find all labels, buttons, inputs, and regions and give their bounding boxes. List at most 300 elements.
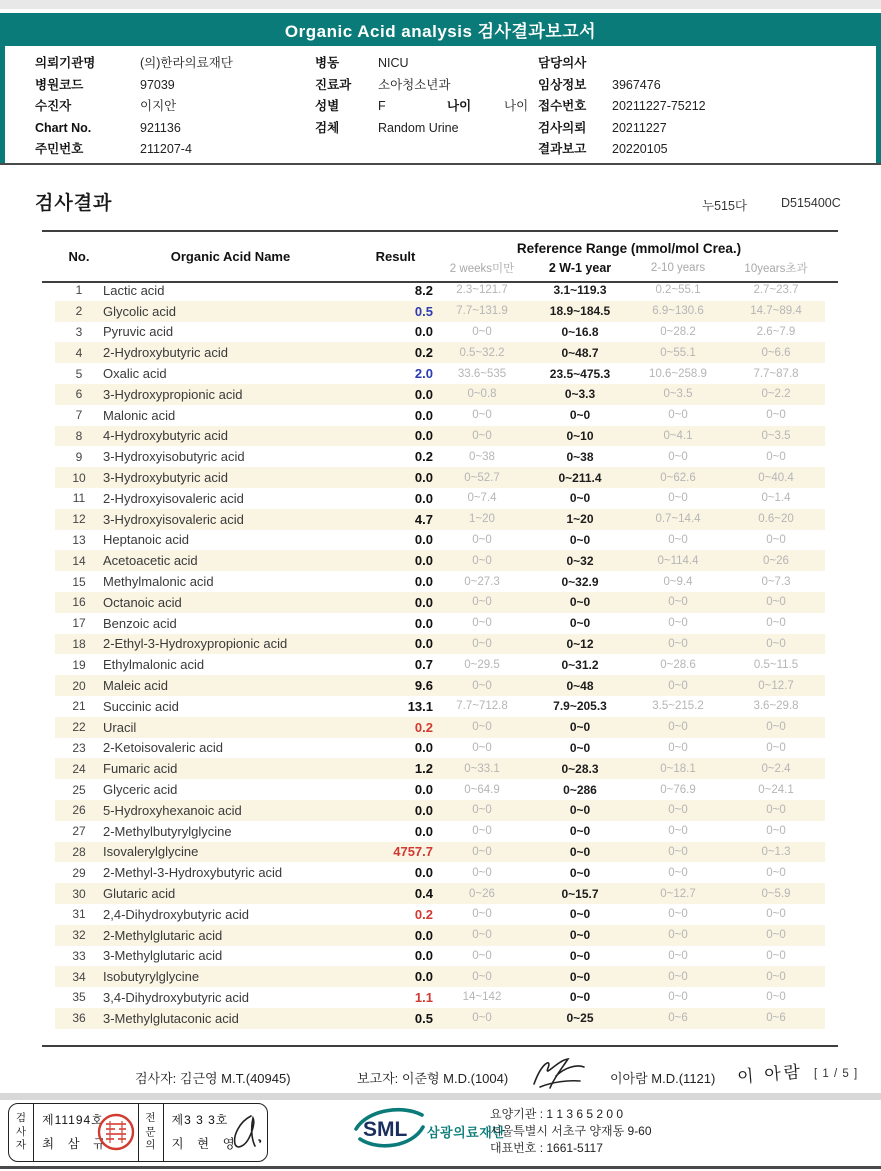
- result-row: [55, 509, 825, 530]
- info-row: [538, 75, 706, 97]
- reference-range-value: 0~0: [766, 804, 786, 817]
- reference-range-value: 0~2.2: [761, 388, 791, 401]
- reference-range-value: 0~0: [569, 824, 591, 839]
- organic-acid-name: Glyceric acid: [103, 782, 178, 798]
- result-value: 0.0: [414, 324, 433, 340]
- reference-range-value: 0~0: [668, 617, 688, 630]
- reference-range-value: 0~0: [472, 637, 492, 650]
- reference-range-value: 0~29.5: [464, 658, 500, 671]
- col-header-reference-range: Reference Range (mmol/mol Crea.): [516, 241, 742, 256]
- result-value: 0.0: [414, 740, 433, 756]
- organic-acid-name: Isobutyrylglycine: [103, 969, 200, 985]
- result-value: 0.4: [414, 886, 433, 901]
- reference-range-value: 0~0: [766, 908, 786, 921]
- result-value: 0.0: [414, 428, 433, 444]
- result-value: 0.0: [414, 948, 433, 964]
- row-number: 35: [72, 990, 86, 1005]
- result-row: [55, 592, 825, 613]
- reference-range-value: 0~38: [566, 449, 594, 464]
- reference-range-value: 0.2~55.1: [655, 284, 701, 297]
- result-row: [55, 550, 825, 571]
- result-row: [55, 467, 825, 488]
- reference-range-value: 0~0: [472, 429, 492, 442]
- org-name: 삼광의료재단: [427, 1125, 506, 1140]
- row-number: 27: [72, 824, 86, 839]
- result-value: 0.2: [414, 345, 433, 361]
- result-value: 0.5: [414, 303, 433, 319]
- row-number: 16: [72, 595, 86, 610]
- reference-range-value: 0~0: [668, 908, 688, 921]
- info-label: 검체: [315, 120, 340, 135]
- result-row: [55, 717, 825, 738]
- info-label: 병원코드: [35, 77, 84, 92]
- reference-range-value: 0~0: [668, 825, 688, 838]
- organic-acid-name: Fumaric acid: [103, 761, 178, 777]
- row-number: 34: [72, 969, 86, 984]
- reference-range-value: 0.6~20: [758, 513, 794, 526]
- info-label: 접수번호: [538, 99, 587, 113]
- info-label: 임상정보: [538, 77, 587, 92]
- col-header-ref-2weeks: 2 weeks미만: [449, 263, 515, 275]
- row-number: 7: [75, 408, 83, 423]
- reference-range-value: 0~9.4: [663, 575, 693, 588]
- organic-acid-name: Isovalerylglycine: [103, 844, 199, 860]
- result-row: [55, 758, 825, 779]
- organic-acid-name: 3-Methylglutaconic acid: [103, 1010, 239, 1026]
- reporter2-handwritten-signature: 이 아람: [736, 1062, 804, 1087]
- result-value: 13.1: [407, 698, 433, 714]
- reference-range-value: 0~32.9: [561, 574, 599, 589]
- result-value: 0.0: [414, 594, 433, 610]
- reference-range-value: 0~0: [472, 845, 492, 858]
- organic-acid-name: 3-Hydroxyisovaleric acid: [103, 511, 244, 527]
- reference-range-value: 10.6~258.9: [649, 367, 707, 380]
- reference-range-value: 0~0: [472, 721, 492, 734]
- organic-acid-name: 2-Hydroxyisovaleric acid: [103, 490, 244, 506]
- organic-acid-name: 2,4-Dihydroxybutyric acid: [103, 906, 249, 922]
- reference-range-value: 0~0: [766, 596, 786, 609]
- reference-range-value: 0~52.7: [464, 471, 500, 484]
- reference-range-value: 0~0: [766, 721, 786, 734]
- result-value: 0.0: [414, 802, 433, 818]
- reference-range-value: 0~76.9: [660, 783, 696, 796]
- organic-acid-name: Oxalic acid: [103, 366, 167, 382]
- organic-acid-name: Octanoic acid: [103, 594, 182, 610]
- info-row: [35, 118, 233, 140]
- org-address-block: [490, 1106, 652, 1157]
- reference-range-value: 0~48.7: [561, 345, 599, 360]
- svg-text:SML: SML: [363, 1118, 408, 1141]
- result-value: 0.0: [414, 470, 433, 486]
- row-number: 9: [75, 449, 83, 464]
- insurance-code: 누515다: [702, 199, 748, 213]
- reference-range-value: 0~33.1: [464, 762, 500, 775]
- reference-range-value: 0~0: [668, 450, 688, 463]
- reference-range-value: 0~4.1: [663, 429, 693, 442]
- organic-acid-name: 4-Hydroxybutyric acid: [103, 428, 228, 444]
- info-row: [35, 96, 233, 118]
- reference-range-value: 2.3~121.7: [456, 284, 508, 297]
- reference-range-value: 0~6.6: [761, 346, 791, 359]
- results-table: [55, 232, 825, 1029]
- reference-range-value: 0~1.4: [761, 492, 791, 505]
- reference-range-value: 0~0: [472, 533, 492, 546]
- info-row: [538, 118, 706, 140]
- result-value: 9.6: [414, 678, 433, 694]
- reference-range-value: 0~25: [566, 1011, 594, 1026]
- info-label: 병동: [315, 56, 340, 70]
- reference-range-value: 0~0: [472, 804, 492, 817]
- organic-acid-name: Benzoic acid: [103, 615, 177, 631]
- reference-range-value: 0~64.9: [464, 783, 500, 796]
- reference-range-value: 0~0: [569, 969, 591, 984]
- table-bottom-border: [42, 1045, 838, 1047]
- reference-range-value: 2.7~23.7: [753, 284, 799, 297]
- info-label: 의뢰기관명: [35, 56, 96, 70]
- result-row: [55, 842, 825, 863]
- reference-range-value: 0~12: [566, 636, 594, 651]
- reference-range-value: 0~0: [569, 990, 591, 1005]
- report-title-banner: [0, 13, 881, 46]
- info-value: 921136: [140, 120, 181, 135]
- reference-range-value: 0~0: [472, 596, 492, 609]
- result-value: 4757.7: [393, 844, 433, 860]
- result-row: [55, 821, 825, 842]
- row-number: 24: [72, 761, 86, 776]
- reference-range-value: 0~55.1: [660, 346, 696, 359]
- result-row: [55, 613, 825, 634]
- sml-logo-icon: [352, 1105, 426, 1149]
- reference-range-value: 0~27.3: [464, 575, 500, 588]
- reference-range-value: 0~0: [569, 844, 591, 859]
- result-value: 0.0: [414, 532, 433, 548]
- organic-acid-name: Glutaric acid: [103, 886, 176, 901]
- result-value: 0.0: [414, 823, 433, 839]
- reference-range-value: 0~0: [569, 595, 591, 610]
- patient-info-middle-column: [315, 53, 573, 139]
- row-number: 11: [72, 491, 86, 506]
- reference-range-value: 0~0: [766, 409, 786, 422]
- specialist-vertical-label: 전 문 의: [138, 1104, 164, 1161]
- result-row: [55, 800, 825, 821]
- reference-range-value: 0~16.8: [561, 324, 599, 339]
- result-row: [55, 384, 825, 405]
- row-number: 12: [72, 512, 86, 527]
- row-number: 19: [72, 657, 86, 672]
- reference-range-value: 0~3.3: [564, 387, 596, 402]
- row-number: 20: [72, 678, 86, 693]
- red-seal-stamp: [96, 1112, 136, 1152]
- result-value: 0.2: [414, 719, 433, 735]
- reference-range-value: 0~0: [668, 679, 688, 692]
- organic-acid-name: 2-Ketoisovaleric acid: [103, 740, 223, 756]
- reference-range-value: 0~0: [569, 948, 591, 963]
- reference-range-value: 23.5~475.3: [549, 366, 611, 381]
- reference-range-value: 0~0: [569, 865, 591, 880]
- reference-range-value: 18.9~184.5: [549, 304, 611, 319]
- reference-range-value: 0~0: [668, 845, 688, 858]
- info-row: [538, 139, 706, 161]
- reference-range-value: 14~142: [462, 991, 502, 1004]
- patient-info-right-column: [538, 53, 706, 161]
- specialist-cert-number: 제3 3 3호: [171, 1113, 229, 1127]
- reference-range-value: 0~7.3: [761, 575, 791, 588]
- result-value: 0.0: [414, 927, 433, 943]
- result-row: [55, 946, 825, 967]
- reference-range-value: 0~0: [766, 866, 786, 879]
- org-phone: 대표번호 : 1661-5117: [490, 1141, 603, 1155]
- result-row: [55, 675, 825, 696]
- reference-range-value: 0~0: [472, 409, 492, 422]
- reference-range-value: 0~31.2: [561, 657, 599, 672]
- organic-acid-name: Acetoacetic acid: [103, 553, 198, 569]
- result-row: [55, 405, 825, 426]
- result-value: 4.7: [414, 511, 433, 527]
- reference-range-value: 7.9~205.3: [553, 699, 607, 714]
- reference-range-value: 0~40.4: [758, 471, 794, 484]
- info-label-secondary: 나이: [447, 99, 472, 113]
- organic-acid-name: Pyruvic acid: [103, 324, 174, 340]
- info-row: [538, 96, 706, 118]
- reference-range-value: 0~32: [566, 553, 594, 568]
- reference-range-value: 0~211.4: [558, 470, 602, 485]
- specialist-cert-cell: [164, 1104, 268, 1161]
- reference-range-value: 33.6~535: [457, 367, 507, 380]
- results-table-body: [55, 280, 825, 1029]
- reference-range-value: 0~0: [569, 532, 591, 547]
- result-row: [55, 446, 825, 467]
- row-number: 6: [75, 387, 83, 402]
- report-title: Organic Acid analysis 검사결과보고서: [284, 22, 597, 41]
- reference-range-value: 0~6: [668, 1012, 688, 1025]
- reference-range-value: 6.9~130.6: [652, 305, 704, 318]
- info-row: [315, 75, 573, 97]
- reference-range-value: 0~0: [472, 908, 492, 921]
- result-value: 1.1: [414, 989, 433, 1005]
- col-header-ref-10years: 10years초과: [744, 263, 808, 275]
- reference-range-value: 0~62.6: [660, 471, 696, 484]
- result-row: [55, 426, 825, 447]
- reference-range-value: 0~0: [766, 970, 786, 983]
- reference-range-value: 1~20: [469, 513, 495, 526]
- col-header-ref-2-10years: 2-10 years: [650, 262, 706, 274]
- organic-acid-name: 3-Hydroxyisobutyric acid: [103, 449, 245, 465]
- result-value: 0.0: [414, 490, 433, 506]
- organic-acid-name: 2-Hydroxybutyric acid: [103, 345, 228, 361]
- reference-range-value: 7.7~712.8: [456, 700, 508, 713]
- row-number: 29: [72, 865, 86, 880]
- row-number: 2: [75, 304, 83, 319]
- row-number: 10: [72, 470, 86, 485]
- info-row: [35, 139, 233, 161]
- organic-acid-name: 3-Methylglutaric acid: [103, 948, 223, 964]
- reference-range-value: 3.6~29.8: [753, 700, 799, 713]
- reference-range-value: 0~10: [566, 428, 594, 443]
- tester-label: 검사자: 김근영 M.T.(40945): [135, 1071, 291, 1086]
- col-header-ref-2w-1year: 2 W-1 year: [548, 261, 612, 275]
- reference-range-value: 0~0: [668, 741, 688, 754]
- reference-range-value: 0~0: [472, 825, 492, 838]
- reference-range-value: 0~0: [766, 991, 786, 1004]
- info-label: 성별: [315, 99, 340, 113]
- specialist-signature-scribble: [225, 1112, 267, 1154]
- reference-range-value: 0~0: [668, 804, 688, 817]
- result-row: [55, 301, 825, 322]
- organic-acid-name: 2-Methyl-3-Hydroxybutyric acid: [103, 865, 283, 881]
- reference-range-value: 0~286: [563, 782, 597, 797]
- reference-range-value: 0~0: [472, 554, 492, 567]
- reference-range-value: 0~3.5: [761, 429, 791, 442]
- reference-range-value: 0~0: [569, 740, 591, 755]
- info-row: [35, 75, 233, 97]
- col-header-result: Result: [375, 248, 416, 264]
- patient-info-left-column: [35, 53, 233, 161]
- row-number: 33: [72, 948, 86, 963]
- signature-row: [0, 1052, 881, 1092]
- section-divider-line: [0, 163, 881, 165]
- row-number: 23: [72, 740, 86, 755]
- organic-acid-name: Malonic acid: [103, 407, 176, 423]
- tester-cert-number: 제11194호: [42, 1113, 104, 1127]
- organic-acid-name: 2-Methylbutyrylglycine: [103, 823, 232, 839]
- reference-range-value: 2.6~7.9: [756, 325, 796, 338]
- result-value: 0.0: [414, 615, 433, 631]
- certification-stamp-box: [8, 1103, 268, 1162]
- info-value-secondary: 나이: [504, 99, 529, 113]
- tester-name: 최 삼 규: [42, 1137, 111, 1151]
- info-row: [315, 53, 573, 75]
- row-number: 21: [72, 699, 86, 714]
- reference-range-value: 7.7~131.9: [456, 305, 508, 318]
- reference-range-value: 0~0: [569, 616, 591, 631]
- reference-range-value: 0~3.5: [663, 388, 693, 401]
- reference-range-value: 0~0: [472, 970, 492, 983]
- info-label: Chart No.: [35, 120, 92, 135]
- reference-range-value: 0~48: [566, 678, 594, 693]
- reference-range-value: 0~0: [668, 991, 688, 1004]
- organic-acid-name: 3-Hydroxypropionic acid: [103, 386, 243, 402]
- info-label: 검사의뢰: [538, 120, 587, 135]
- reference-range-value: 0~0: [668, 596, 688, 609]
- row-number: 17: [72, 616, 86, 631]
- organic-acid-name: Maleic acid: [103, 678, 169, 694]
- reference-range-value: 0~0: [569, 907, 591, 922]
- row-number: 8: [75, 428, 83, 443]
- organic-acid-name: Methylmalonic acid: [103, 574, 214, 590]
- reference-range-value: 0~0: [766, 929, 786, 942]
- col-header-name: Organic Acid Name: [170, 248, 291, 264]
- tester-vertical-label: 검 사 자: [9, 1104, 34, 1161]
- tester-cert-cell: [34, 1104, 138, 1161]
- reference-range-value: 0~0: [766, 533, 786, 546]
- reference-range-value: 1~20: [566, 512, 594, 527]
- result-row: [55, 987, 825, 1008]
- page-number: [ 1 / 5 ]: [814, 1068, 859, 1080]
- reference-range-value: 3.5~215.2: [652, 700, 704, 713]
- reference-range-value: 0~0: [668, 866, 688, 879]
- reference-range-value: 0~0.8: [467, 388, 497, 401]
- result-value: 0.0: [414, 865, 433, 881]
- reference-range-value: 0.5~32.2: [459, 346, 505, 359]
- reference-range-value: 0~0: [472, 617, 492, 630]
- reference-range-value: 0~28.6: [660, 658, 696, 671]
- row-number: 26: [72, 803, 86, 818]
- info-label: 수진자: [35, 99, 72, 113]
- result-value: 0.7: [414, 657, 433, 673]
- reference-range-value: 0~0: [668, 409, 688, 422]
- result-row: [55, 530, 825, 551]
- specialist-name: 지 현 영: [171, 1137, 240, 1151]
- reference-range-value: 7.7~87.8: [753, 367, 799, 380]
- reference-range-value: 0~114.4: [657, 554, 699, 567]
- reference-range-value: 0~26: [763, 554, 789, 567]
- row-number: 31: [72, 907, 86, 922]
- result-row: [55, 654, 825, 675]
- reference-range-value: 0~0: [766, 450, 786, 463]
- info-value: 이지안: [140, 99, 177, 113]
- reference-range-value: 0~0: [766, 637, 786, 650]
- reference-range-value: 0~0: [569, 803, 591, 818]
- reference-range-value: 0~0: [569, 720, 591, 735]
- reference-range-value: 0~0: [668, 637, 688, 650]
- right-accent-bar: [876, 46, 881, 164]
- reference-range-value: 0~0: [569, 491, 591, 506]
- row-number: 32: [72, 928, 86, 943]
- result-row: [55, 363, 825, 384]
- reference-range-value: 0~6: [766, 1012, 786, 1025]
- reference-range-value: 0~0: [472, 679, 492, 692]
- reference-range-value: 0~38: [469, 450, 495, 463]
- row-number: 28: [72, 844, 86, 859]
- result-value: 0.2: [414, 449, 433, 465]
- organic-acid-name: Succinic acid: [103, 698, 179, 714]
- result-value: 0.0: [414, 782, 433, 798]
- reference-range-value: 0~0: [472, 866, 492, 879]
- reference-range-value: 0~0: [472, 741, 492, 754]
- result-row: [55, 779, 825, 800]
- reporter-signature-scribble: [528, 1054, 590, 1092]
- result-row: [55, 738, 825, 759]
- results-table-header: [55, 232, 825, 280]
- row-number: 4: [75, 345, 83, 360]
- organic-acid-name: Heptanoic acid: [103, 532, 189, 548]
- reference-range-value: 0~26: [469, 887, 495, 900]
- top-gray-strip: [0, 0, 881, 9]
- row-number: 22: [72, 720, 86, 735]
- col-header-no: No.: [68, 248, 90, 264]
- result-row: [55, 1008, 825, 1029]
- organic-acid-name: Lactic acid: [103, 282, 165, 298]
- result-row: [55, 571, 825, 592]
- info-label: 담당의사: [538, 56, 587, 70]
- organic-acid-name: Ethylmalonic acid: [103, 657, 205, 673]
- result-row: [55, 696, 825, 717]
- reference-range-value: 0~0: [569, 928, 591, 943]
- org-address: 서울특별시 서초구 양재동 9-60: [490, 1124, 652, 1138]
- reference-range-value: 0~2.4: [761, 762, 791, 775]
- reference-range-value: 0~0: [668, 721, 688, 734]
- result-value: 1.2: [414, 761, 433, 777]
- reference-range-value: 0~0: [472, 1012, 492, 1025]
- info-row: [538, 53, 706, 75]
- result-row: [55, 966, 825, 987]
- reference-range-value: 0~0: [569, 408, 591, 423]
- reference-range-value: 14.7~89.4: [750, 305, 802, 318]
- result-value: 0.0: [414, 969, 433, 985]
- reference-range-value: 0~12.7: [758, 679, 794, 692]
- info-row: [315, 96, 573, 118]
- reference-range-value: 0~24.1: [758, 783, 794, 796]
